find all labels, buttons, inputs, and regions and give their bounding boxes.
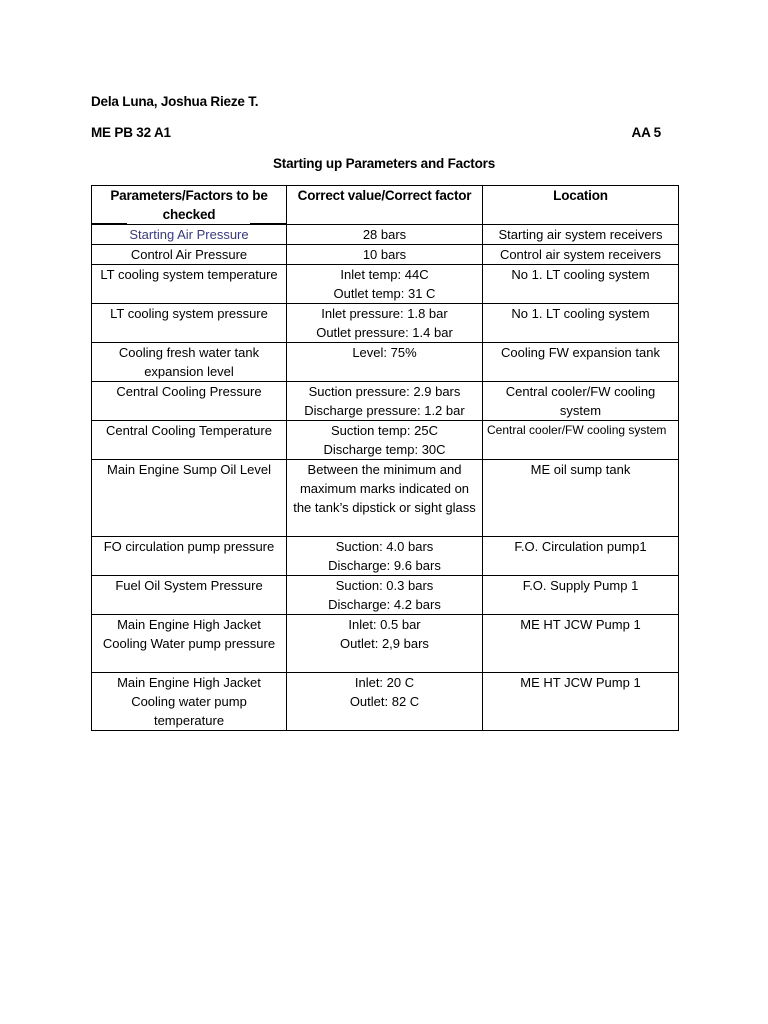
header-location: Location [483, 186, 679, 225]
table-row [92, 576, 679, 615]
header-rule-right [250, 223, 286, 224]
document-title: Starting up Parameters and Factors [272, 156, 495, 171]
location-cell: Starting air system receivers [483, 225, 679, 245]
value-line: Inlet: 20 C [354, 675, 415, 690]
value-line: Suction pressure: 2.9 bars [308, 384, 461, 399]
table-row [92, 421, 679, 460]
value-cell [287, 304, 483, 343]
header-rule-left [91, 223, 127, 224]
table-row [92, 265, 679, 304]
table-row [92, 537, 679, 576]
value-cell [287, 225, 483, 245]
value-line: Outlet: 2,9 bars [340, 636, 429, 651]
student-name: Dela Luna, Joshua Rieze T. [91, 94, 259, 109]
location-cell: F.O. Circulation pump1 [483, 537, 679, 576]
value-cell [287, 537, 483, 576]
parameter-cell: Fuel Oil System Pressure [92, 576, 287, 615]
table-row [92, 304, 679, 343]
table-row [92, 245, 679, 265]
header-parameters: Parameters/Factors to be checked [92, 186, 287, 225]
location-cell: Central cooler/FW cooling system [483, 382, 679, 421]
table-row [92, 225, 679, 245]
value-line: Suction: 0.3 bars [335, 578, 434, 593]
value-line: Discharge: 4.2 bars [328, 597, 441, 612]
location-cell: No 1. LT cooling system [483, 304, 679, 343]
parameter-cell: Control Air Pressure [92, 245, 287, 265]
parameter-cell: Main Engine Sump Oil Level [92, 460, 287, 537]
parameter-cell: Main Engine High Jacket Cooling water pump temperature [92, 673, 287, 731]
value-line: Outlet temp: 31 C [333, 286, 436, 301]
value-line: Inlet pressure: 1.8 bar [321, 306, 448, 321]
value-line: Suction: 4.0 bars [335, 539, 434, 554]
table-row [92, 343, 679, 382]
value-line: 10 bars [362, 247, 407, 262]
value-line: Discharge temp: 30C [323, 442, 446, 457]
value-line: Outlet: 82 C [349, 694, 420, 709]
value-line: Between the minimum and maximum marks indicated on the tank’s dipstick or sight glass [293, 462, 476, 515]
course-section: ME PB 32 A1 [91, 125, 171, 140]
value-cell [287, 460, 483, 537]
value-line: Level: 75% [352, 345, 417, 360]
location-cell: F.O. Supply Pump 1 [483, 576, 679, 615]
value-cell [287, 615, 483, 673]
value-cell [287, 343, 483, 382]
value-line: Discharge: 9.6 bars [328, 558, 441, 573]
value-cell [287, 673, 483, 731]
value-cell [287, 576, 483, 615]
activity-code: AA 5 [631, 125, 661, 140]
value-line: Discharge pressure: 1.2 bar [304, 403, 465, 418]
value-cell [287, 421, 483, 460]
table-row [92, 615, 679, 673]
location-cell: Control air system receivers [483, 245, 679, 265]
parameter-cell: LT cooling system temperature [92, 265, 287, 304]
parameters-table [91, 185, 679, 731]
header-correct-value: Correct value/Correct factor [287, 186, 483, 225]
value-line: Outlet pressure: 1.4 bar [316, 325, 453, 340]
value-line: 28 bars [362, 227, 407, 242]
parameter-cell: FO circulation pump pressure [92, 537, 287, 576]
parameter-cell: Main Engine High Jacket Cooling Water pump pressure [92, 615, 287, 673]
table-row [92, 460, 679, 537]
parameter-cell: Central Cooling Temperature [92, 421, 287, 460]
table-row [92, 382, 679, 421]
location-cell: Cooling FW expansion tank [483, 343, 679, 382]
location-cell: ME HT JCW Pump 1 [483, 615, 679, 673]
parameter-cell: Cooling fresh water tank expansion level [92, 343, 287, 382]
value-cell [287, 382, 483, 421]
value-line: Inlet: 0.5 bar [348, 617, 421, 632]
location-cell: ME HT JCW Pump 1 [483, 673, 679, 731]
location-cell: Central cooler/FW cooling system [483, 421, 679, 460]
parameter-cell: Starting Air Pressure [92, 225, 287, 245]
parameter-cell: Central Cooling Pressure [92, 382, 287, 421]
value-line: Suction temp: 25C [331, 423, 438, 438]
value-line: Inlet temp: 44C [340, 267, 429, 282]
location-cell: ME oil sump tank [483, 460, 679, 537]
location-cell: No 1. LT cooling system [483, 265, 679, 304]
parameter-cell: LT cooling system pressure [92, 304, 287, 343]
value-cell [287, 265, 483, 304]
value-cell [287, 245, 483, 265]
table-row [92, 673, 679, 731]
table-header-row [92, 186, 679, 225]
